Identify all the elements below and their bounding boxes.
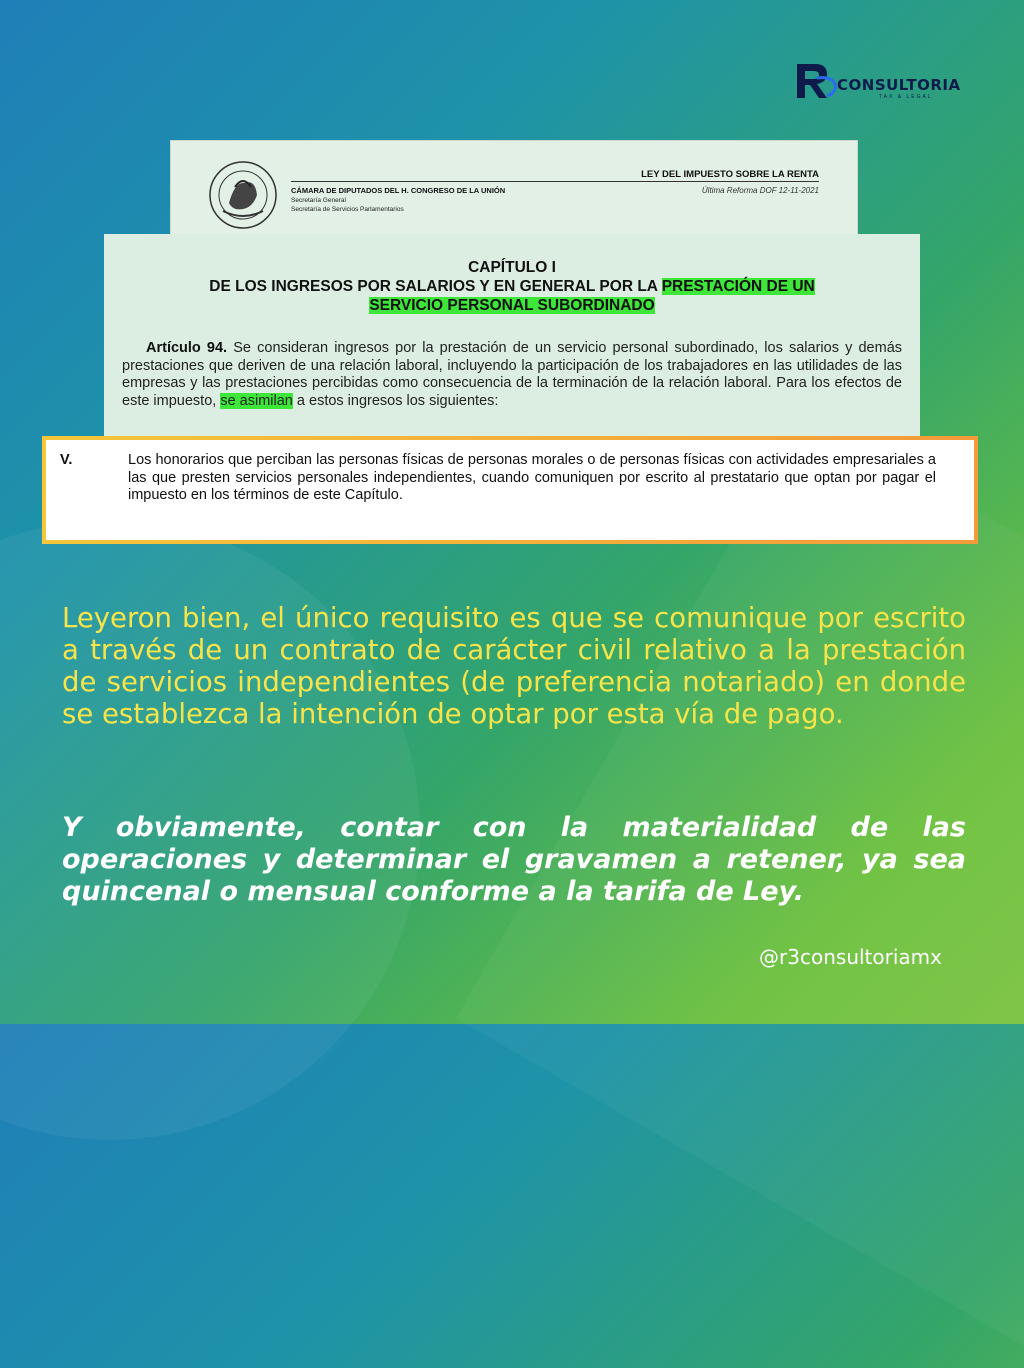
chapter-heading xyxy=(104,258,920,315)
law-title: LEY DEL IMPUESTO SOBRE LA RENTA xyxy=(641,169,819,180)
social-handle: @r3consultoriamx xyxy=(759,945,942,969)
body-paragraph-2: Y obviamente, contar con la materialidad de las operaciones y determinar el gravamen a retener, ya sea quincenal o mensual conforme a la tarifa de Ley. xyxy=(62,812,966,907)
chapter-excerpt xyxy=(104,234,920,448)
r3-logo-icon xyxy=(793,58,843,102)
chapter-title: CAPÍTULO I xyxy=(468,259,556,276)
body-paragraph-1: Leyeron bien, el único requisito es que se comunique por escrito a través de un contrato de carácter civil relativo a la prestación de servicios independientes (de preferencia notariado) en donde se establezca la intención de optar por esta vía de pago. xyxy=(62,602,966,730)
article-highlight: se asimilan xyxy=(220,392,293,409)
fraction-number: V. xyxy=(60,452,73,468)
article-body-1: Se consideran ingresos por la prestación de un servicio personal subordinado, los salarios y demás prestaciones que deriven de una relación laboral, incluyendo la participación de los trabajadores en las utilidades de las empresas y las prestaciones percibidas como consecuencia de la terminación de la relación laboral. Para los efectos de este impuesto, xyxy=(122,340,903,409)
article-label: Artículo 94. xyxy=(146,340,228,356)
secretariat-line: Secretaría General xyxy=(291,197,346,204)
brand-name: CONSULTORIA xyxy=(837,76,961,94)
fraction-v-inner xyxy=(46,440,974,540)
article-94-text xyxy=(122,340,902,410)
fraction-text: Los honorarios que perciban las personas físicas de personas morales o de personas físicas con actividades empresariales a las que presten servicios personales independientes, cuando comuniquen por escrito al prestatario que optan por pagar el impuesto en los términos de este Capítulo. xyxy=(128,452,936,503)
brand-logo xyxy=(793,58,983,102)
brand-tagline: TAX & LEGAL xyxy=(879,94,933,100)
article-body-2: a estos ingresos los siguientes: xyxy=(296,392,499,409)
services-line: Secretaría de Servicios Parlamentarios xyxy=(291,206,404,213)
chapter-subtitle-highlight-1: PRESTACIÓN DE UN xyxy=(661,278,815,295)
last-reform-date: Última Reforma DOF 12-11-2021 xyxy=(701,186,819,195)
header-divider xyxy=(291,181,819,182)
chapter-subtitle-highlight-2: SERVICIO PERSONAL SUBORDINADO xyxy=(369,297,655,314)
chamber-name: CÁMARA DE DIPUTADOS DEL H. CONGRESO DE LA UNIÓN xyxy=(291,186,506,195)
chapter-subtitle: DE LOS INGRESOS POR SALARIOS Y EN GENERAL POR LA xyxy=(209,278,658,295)
fraction-v-box xyxy=(42,436,978,544)
mexico-seal-icon xyxy=(205,159,281,231)
